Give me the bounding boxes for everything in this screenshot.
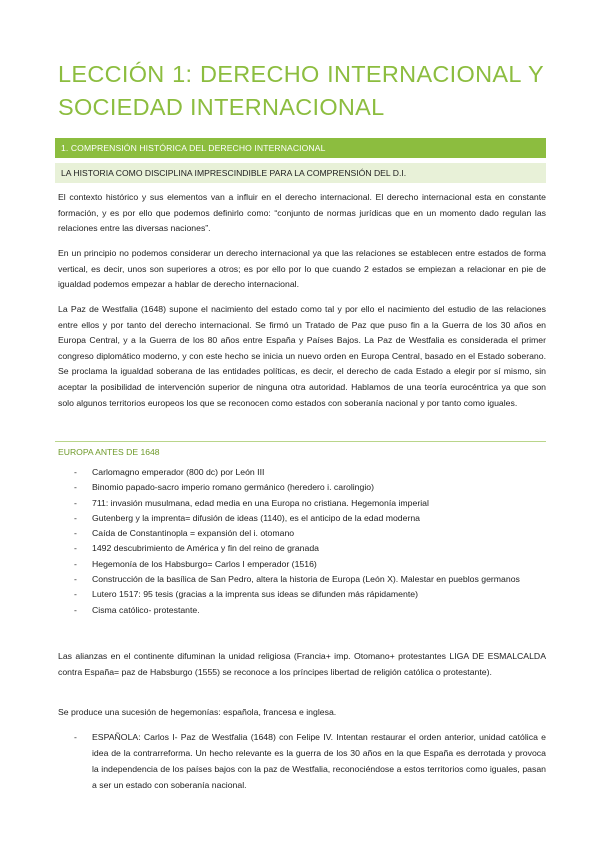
paragraph-2: En un principio no podemos considerar un derecho internacional ya que las relaciones se establecen entre estados de forma vertical, es decir, unos son superiores a otros; es por ello por lo que cuando 2 estados se empiezan a relacionar en pie de igualdad podemos empezar a hablar de derecho internacional. xyxy=(58,248,546,290)
list-item-text: Gutenberg y la imprenta= difusión de ideas (1140), es el anticipo de la edad moderna xyxy=(92,512,420,523)
list-item xyxy=(58,526,546,541)
paragraph-3: La Paz de Westfalia (1648) supone el nacimiento del estado como tal y por ello el nacimiento del estudio de las relaciones entre ellos y por tanto del derecho internacional. Se firmó un Tratado de Paz que puso fin a la Guerra de los 30 años en Europa Central, y a la Guerra de los 80 años entre España y Países Bajos. La Paz de Westfalia es considerada el primer congreso diplomático moderno, y con este hecho se inicia un nuevo orden en Europa Central, basado en el Estado soberano. Se proclama la igualdad soberana de las entidades políticas, es decir, el derecho de cada Estado a elegir por sí mismo, sin aceptar la posibilidad de intervención superior de ninguna otra autoridad. Hablamos de una teoría eurocéntrica ya que son solo algunos territorios europeos los que se reconocen como estados con soberanía nacional y por tanto como iguales. xyxy=(58,304,546,408)
list-item xyxy=(58,465,546,480)
list-dash: - xyxy=(74,604,77,615)
list-dash: - xyxy=(74,497,77,508)
section-heading: 1. COMPRENSIÓN HISTÓRICA DEL DERECHO INTERNACIONAL xyxy=(55,138,546,158)
list-item-text: 1492 descubrimiento de América y fin del reino de granada xyxy=(92,543,319,554)
list-item-text: Lutero 1517: 95 tesis (gracias a la imprenta sus ideas se difunden más rápidamente) xyxy=(92,589,418,600)
list-item-text: Cisma católico- protestante. xyxy=(92,604,200,615)
list-dash: - xyxy=(74,467,77,477)
paragraph-4: Las alianzas en el continente difuminan la unidad religiosa (Francia+ imp. Otomano+ protestantes LIGA DE ESMALCALDA contra España= paz de Habsburgo (1555) se reconoce a los príncipes libertad de religión católica o protestante). xyxy=(58,651,546,677)
list-item-text: ESPAÑOLA: Carlos I- Paz de Westfalia (1648) con Felipe IV. Intentan restaurar el orden anterior, unidad católica e idea de la contrarreforma. Un hecho relevante es la guerra de los 30 años en la que España es derrotada y provoca la independencia de los países bajos con la paz de Westfalia, reconociéndose a estos territorios como iguales, pasan a ser un estado con soberanía nacional. xyxy=(92,732,546,790)
list-dash: - xyxy=(74,512,77,523)
europe-before-1648-list xyxy=(58,465,546,618)
list-dash: - xyxy=(74,574,77,585)
list-item xyxy=(58,541,546,556)
list-item xyxy=(58,480,546,495)
list-item-text: Carlomagno emperador (800 dc) por León III xyxy=(92,467,265,477)
lesson-title xyxy=(58,58,544,124)
list-item xyxy=(58,572,546,587)
paragraph-1: El contexto histórico y sus elementos van a influir en el derecho internacional. El derecho internacional esta en constante formación, y es por ello que podemos definirlo como: “conjunto de normas jurídicas que en un momento dado regulan las relaciones entre las diversas naciones”. xyxy=(58,192,546,234)
subsection-heading: EUROPA ANTES DE 1648 xyxy=(58,447,160,457)
paragraph-5: Se produce una sucesión de hegemonías: española, francesa e inglesa. xyxy=(58,707,337,717)
subsection-divider xyxy=(55,441,546,442)
list-dash: - xyxy=(74,482,77,493)
list-item-text: Hegemonía de los Habsburgo= Carlos I emperador (1516) xyxy=(92,558,317,569)
hegemony-list xyxy=(58,729,546,793)
list-item xyxy=(58,496,546,511)
list-item-text: Construcción de la basílica de San Pedro, altera la historia de Europa (León X). Malestar en pueblos germanos xyxy=(92,574,520,585)
list-dash: - xyxy=(74,589,77,600)
list-dash: - xyxy=(74,528,77,539)
list-item xyxy=(58,603,546,618)
list-item xyxy=(58,557,546,572)
list-item-text: Caída de Constantinopla = expansión del i. otomano xyxy=(92,528,295,539)
list-dash: - xyxy=(74,558,77,569)
subheading: LA HISTORIA COMO DISCIPLINA IMPRESCINDIBLE PARA LA COMPRENSIÓN DEL D.I. xyxy=(55,163,546,183)
list-item xyxy=(58,587,546,602)
list-item xyxy=(58,729,546,793)
list-item-text: 711: invasión musulmana, edad media en una Europa no cristiana. Hegemonía imperial xyxy=(92,497,429,508)
list-item-text: Binomio papado-sacro imperio romano germánico (heredero i. carolingio) xyxy=(92,482,375,493)
list-dash: - xyxy=(74,732,77,742)
list-item xyxy=(58,511,546,526)
lesson-title-line-2: SOCIEDAD INTERNACIONAL xyxy=(58,94,385,120)
list-dash: - xyxy=(74,543,77,554)
lesson-title-line-1: LECCIÓN 1: DERECHO INTERNACIONAL Y xyxy=(58,61,544,87)
